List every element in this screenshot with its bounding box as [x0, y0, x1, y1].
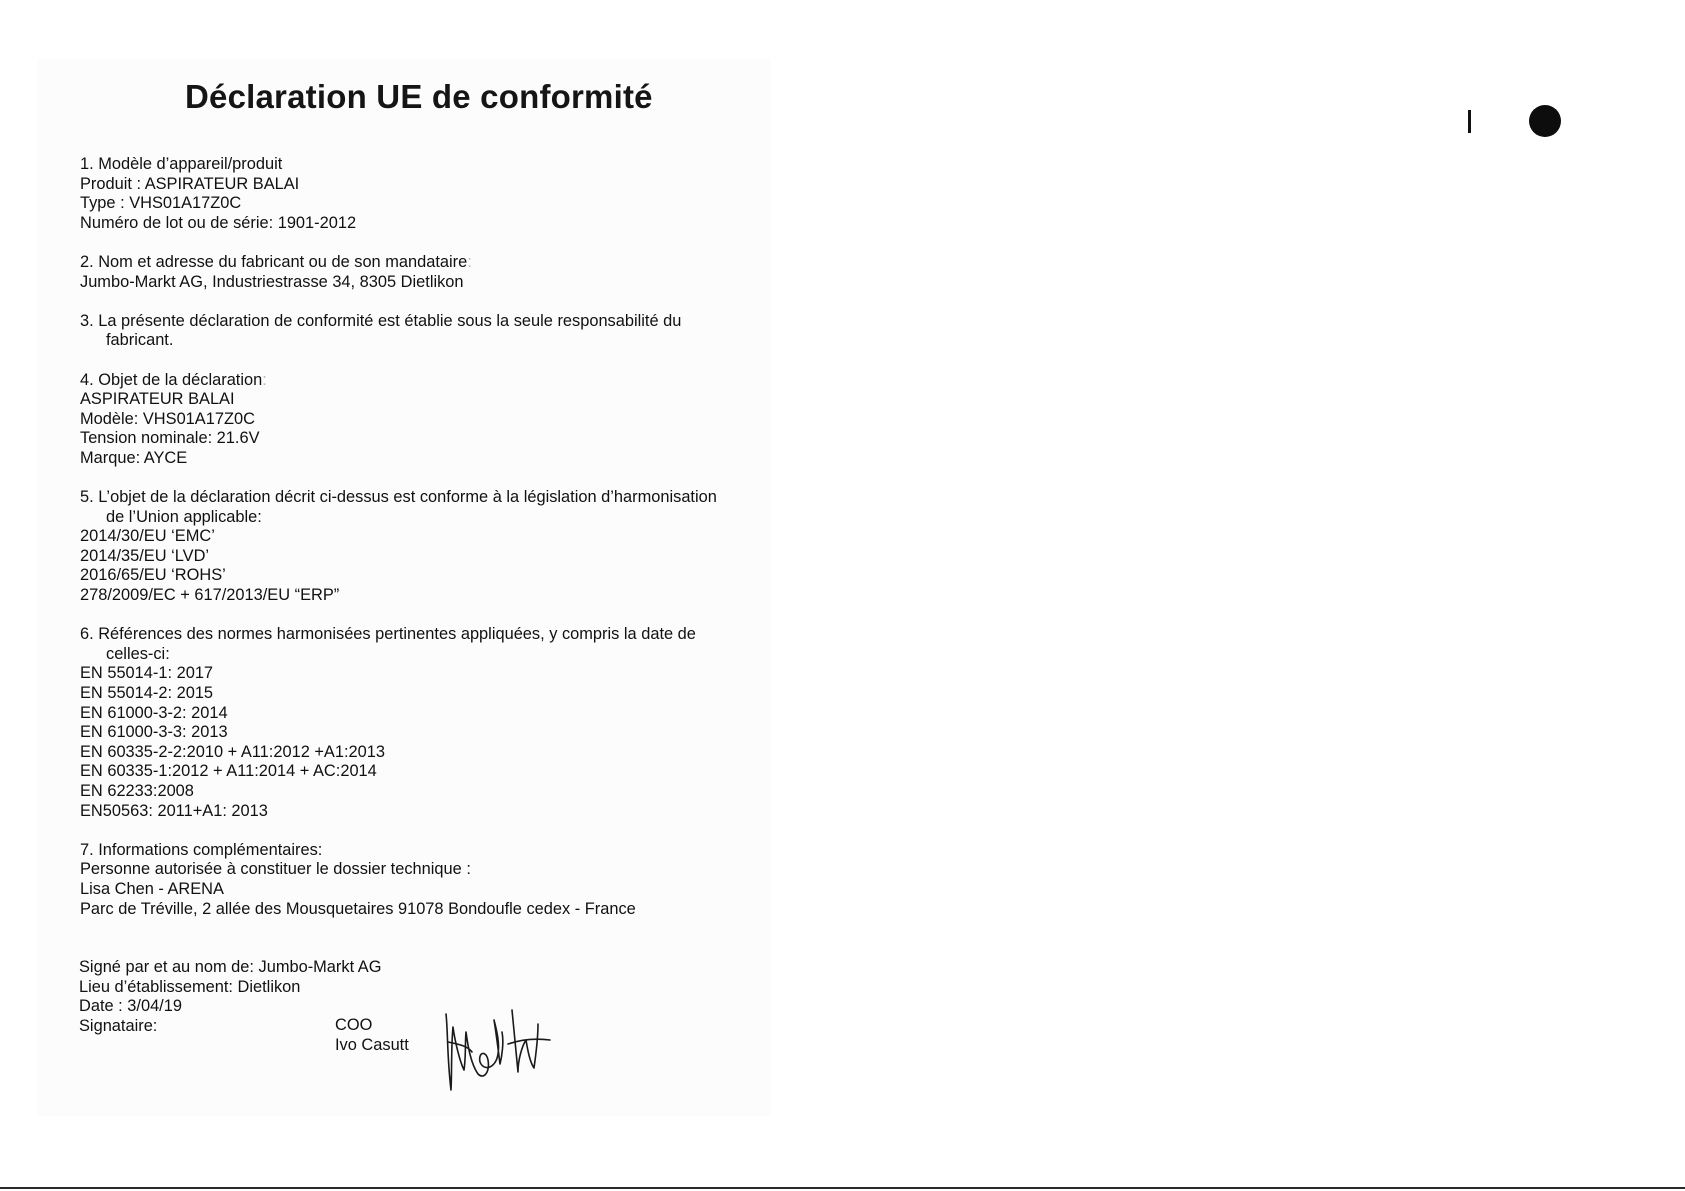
- section-3-line-2: fabricant.: [106, 331, 174, 350]
- directive-item: 2014/30/EU ‘EMC’: [80, 527, 215, 546]
- authorized-person: Lisa Chen - ARENA: [80, 879, 224, 898]
- section-6-line-2: celles-ci:: [106, 644, 170, 663]
- section-4-heading-text: 4. Objet de la déclaration: [80, 370, 263, 389]
- standard-item: EN 62233:2008: [80, 782, 194, 800]
- section-object: [80, 371, 760, 469]
- section-5-line-1: 5. L’objet de la déclaration décrit ci-dessus est conforme à la législation d’harmonisation: [80, 488, 717, 507]
- section-3-line-1: 3. La présente déclaration de conformité est établie sous la seule responsabilité du: [80, 311, 682, 330]
- place-of-issue: Lieu d’établissement: Dietlikon: [79, 977, 301, 996]
- standard-item: EN50563: 2011+A1: 2013: [80, 801, 268, 820]
- object-voltage: Tension nominale: 21.6V: [80, 429, 260, 448]
- issue-date: Date : 3/04/19: [79, 997, 182, 1016]
- standard-item: EN 61000-3-2: 2014: [80, 703, 228, 722]
- document-title: Déclaration UE de conformité: [185, 78, 653, 115]
- handwritten-signature: [438, 1002, 558, 1097]
- directive-item: 2016/65/EU ‘ROHS’: [80, 566, 226, 585]
- standard-item: EN 60335-1:2012 + A11:2014 + AC:2014: [80, 762, 377, 781]
- product-line: Produit : ASPIRATEUR BALAI: [80, 174, 300, 193]
- directive-item: 278/2009/EC + 617/2013/EU “ERP”: [80, 586, 340, 605]
- section-6-line-1: 6. Références des normes harmonisées pertinentes appliquées, y compris la date de: [80, 625, 696, 644]
- signatory-role: COO: [335, 1016, 373, 1034]
- object-brand: Marque: AYCE: [80, 448, 188, 467]
- signatory-info: [335, 1016, 409, 1055]
- standard-item: EN 55014-2: 2015: [80, 684, 214, 703]
- section-responsibility: [80, 312, 760, 351]
- standard-item: EN 60335-2-2:2010 + A11:2012 +A1:2013: [80, 742, 385, 761]
- standard-item: EN 55014-1: 2017: [80, 664, 214, 683]
- section-manufacturer: [80, 253, 760, 292]
- object-product: ASPIRATEUR BALAI: [80, 390, 235, 409]
- standard-item: EN 61000-3-3: 2013: [80, 723, 228, 742]
- section-4-colon: :: [262, 370, 267, 389]
- declaration-body: [80, 155, 760, 939]
- scan-mark-dot: [1529, 105, 1561, 137]
- directive-item: 2014/35/EU ‘LVD’: [80, 546, 210, 565]
- section-1-heading: 1. Modèle d’appareil/produit: [80, 155, 283, 173]
- section-product-model: [80, 155, 760, 233]
- section-2-colon: :: [467, 252, 472, 271]
- section-2-heading: [80, 253, 760, 273]
- object-model: Modèle: VHS01A17Z0C: [80, 409, 255, 428]
- section-5-line-2: de l’Union applicable:: [106, 507, 262, 526]
- type-line: Type : VHS01A17Z0C: [80, 194, 242, 213]
- section-2-heading-text: 2. Nom et adresse du fabricant ou de son mandataire: [80, 252, 468, 271]
- section-4-heading: [80, 371, 760, 391]
- authorized-person-label: Personne autorisée à constituer le dossier technique :: [80, 860, 471, 879]
- signatory-name: Ivo Casutt: [335, 1035, 409, 1054]
- manufacturer-address: Jumbo-Markt AG, Industriestrasse 34, 8305 Dietlikon: [80, 272, 464, 291]
- lot-line: Numéro de lot ou de série: 1901-2012: [80, 213, 357, 232]
- section-7-heading: 7. Informations complémentaires:: [80, 840, 323, 859]
- section-standards: [80, 625, 760, 821]
- section-additional-info: [80, 841, 760, 919]
- scan-mark-bar: [1468, 110, 1471, 133]
- bottom-border: [0, 1187, 1685, 1189]
- authorized-person-address: Parc de Tréville, 2 allée des Mousquetaires 91078 Bondoufle cedex - France: [80, 899, 636, 918]
- section-legislation: [80, 488, 760, 606]
- signatory-label: Signataire:: [79, 1016, 158, 1035]
- signed-by: Signé par et au nom de: Jumbo-Markt AG: [79, 958, 382, 976]
